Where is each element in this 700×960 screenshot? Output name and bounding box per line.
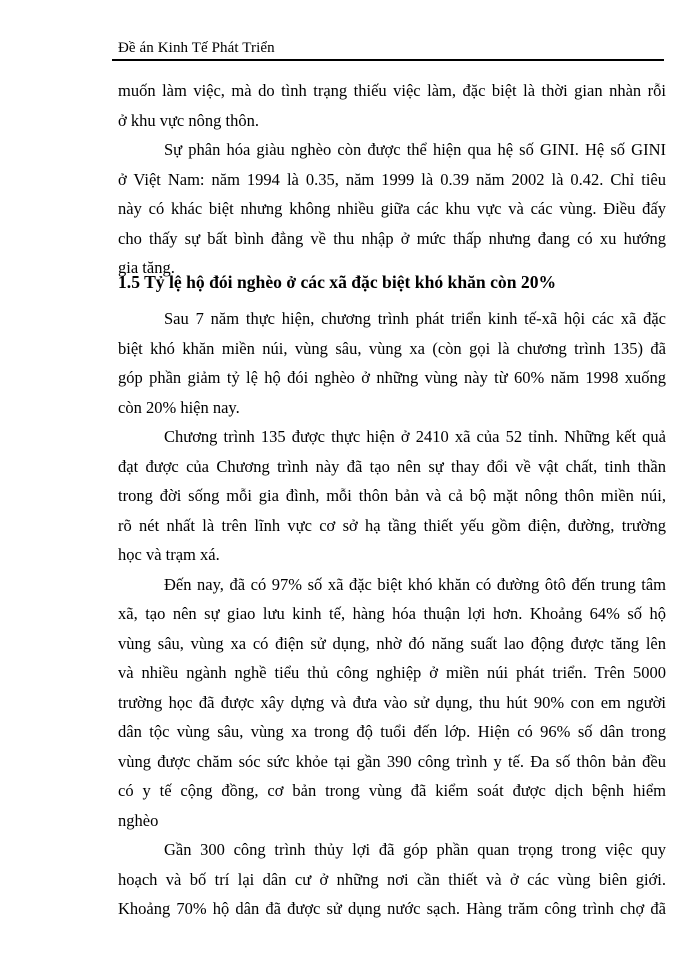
text-line: có y tế cộng đồng, cơ bản trong vùng đã kiểm soát được dịch bệnh hiểm (118, 781, 666, 800)
text-line: trong đời sống mỗi gia đình, mỗi thôn bản và cả bộ mặt nông thôn miền núi, (118, 486, 666, 505)
text-line: và nhiều ngành nghề tiểu thủ công nghiệp ở miền núi phát triển. Trên 5000 (118, 663, 666, 682)
text-line: rõ nét nhất là trên lĩnh vực cơ sở hạ tầng thiết yếu gồm điện, đường, trường (118, 515, 666, 535)
text-line: còn 20% hiện nay. (118, 397, 240, 417)
text-line: vùng được chăm sóc sức khỏe tại gần 390 công trình y tế. Đa số thôn bản đều (118, 751, 666, 771)
text-line: biệt khó khăn miền núi, vùng sâu, vùng xa (còn gọi là chương trình 135) đã (118, 338, 666, 358)
text-line: dân tộc vùng sâu, vùng xa trong độ tuổi đến lớp. Hiện có 96% số dân trong (118, 722, 666, 741)
paragraph-block-top (118, 76, 666, 283)
text-line: Sự phân hóa giàu nghèo còn được thể hiện qua hệ số GINI. Hệ số GINI (164, 140, 666, 159)
text-line: học và trạm xá. (118, 545, 220, 564)
text-line: hoạch và bố trí lại dân cư ở những nơi cần thiết và ở các vùng biên giới. (118, 869, 666, 889)
text-line: Đến nay, đã có 97% số xã đặc biệt khó khăn có đường ôtô đến trung tâm (164, 574, 666, 594)
text-line: Chương trình 135 được thực hiện ở 2410 xã của 52 tỉnh. Những kết quả (164, 427, 666, 446)
text-line: ở Việt Nam: năm 1994 là 0.35, năm 1999 là 0.39 năm 2002 là 0.42. Chỉ tiêu (118, 169, 666, 189)
text-line: ở khu vực nông thôn. (118, 110, 259, 130)
text-line: trường học đã được xây dựng và đưa vào sử dụng, thu hút 90% con em người (118, 692, 666, 712)
text-line: đạt được của Chương trình này đã tạo nên sự thay đổi về vật chất, tinh thần (118, 456, 666, 476)
text-line: muốn làm việc, mà do tình trạng thiếu việc làm, đặc biệt là thời gian nhàn rỗi (118, 81, 666, 100)
header-rule (112, 59, 664, 61)
text-line: Sau 7 năm thực hiện, chương trình phát triển kinh tế-xã hội các xã đặc (164, 309, 666, 328)
text-line: Gần 300 công trình thủy lợi đã góp phần quan trọng trong việc quy (164, 840, 666, 859)
text-line: góp phần giảm tỷ lệ hộ đói nghèo ở những vùng này từ 60% năm 1998 xuống (118, 368, 666, 387)
paragraph-block-main (118, 304, 666, 924)
text-line: vùng sâu, vùng xa có điện sử dụng, nhờ đó năng suất lao động được tăng lên (118, 633, 666, 653)
section-heading: 1.5 Tỷ lệ hộ đói nghèo ở các xã đặc biệt khó khăn còn 20% (118, 272, 557, 292)
text-line: xã, tạo nên sự giao lưu kinh tế, hàng hóa thuận lợi hơn. Khoảng 64% số hộ (118, 604, 666, 623)
text-line: nghèo (118, 810, 159, 830)
page-header-title: Đề án Kinh Tế Phát Triển (118, 40, 275, 56)
text-line: này có khác biệt nhưng không nhiều giữa các khu vực và các vùng. Điều đấy (118, 199, 666, 218)
text-line: cho thấy sự bất bình đẳng về thu nhập ở mức thấp nhưng đang có xu hướng (118, 228, 666, 248)
text-line: gia tăng. (118, 258, 175, 277)
text-line: Khoảng 70% hộ dân đã được sử dụng nước sạch. Hàng trăm công trình chợ đã (118, 899, 666, 918)
